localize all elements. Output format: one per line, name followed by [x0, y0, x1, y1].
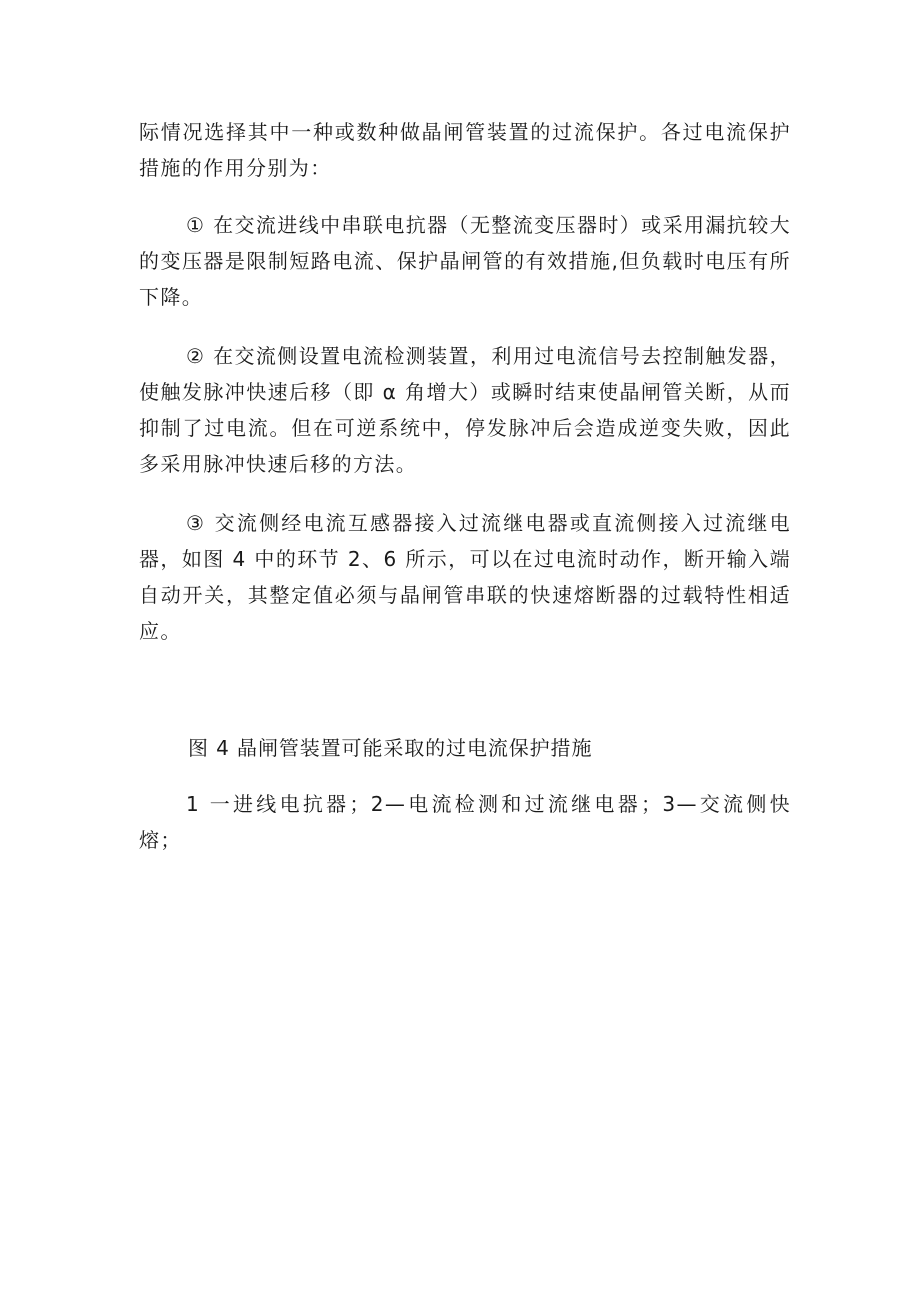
paragraph-measure-3: ③ 交流侧经电流互感器接入过流继电器或直流侧接入过流继电器，如图 4 中的环节 2、6 所示，可以在过电流时动作，断开输入端自动开关，其整定值必须与晶闸管串联的快速熔断器的过载特性相适应。 [139, 511, 791, 643]
figure-caption: 图 4 晶闸管装置可能采取的过电流保护措施 [188, 736, 593, 760]
paragraph-measure-1: ① 在交流进线中串联电抗器（无整流变压器时）或采用漏抗较大的变压器是限制短路电流、保护晶闸管的有效措施,但负载时电压有所下降。 [139, 213, 791, 309]
figure-legend: 1 一进线电抗器；2—电流检测和过流继电器；3—交流侧快熔； [139, 792, 791, 852]
paragraph-measure-2: ② 在交流侧设置电流检测装置，利用过电流信号去控制触发器，使触发脉冲快速后移（即 α 角增大）或瞬时结束使晶闸管关断，从而抑制了过电流。但在可逆系统中，停发脉冲后会造成逆变失败，因此多采用脉冲快速后移的方法。 [139, 344, 791, 476]
paragraph-continuation: 际情况选择其中一种或数种做晶闸管装置的过流保护。各过电流保护措施的作用分别为： [139, 120, 791, 180]
